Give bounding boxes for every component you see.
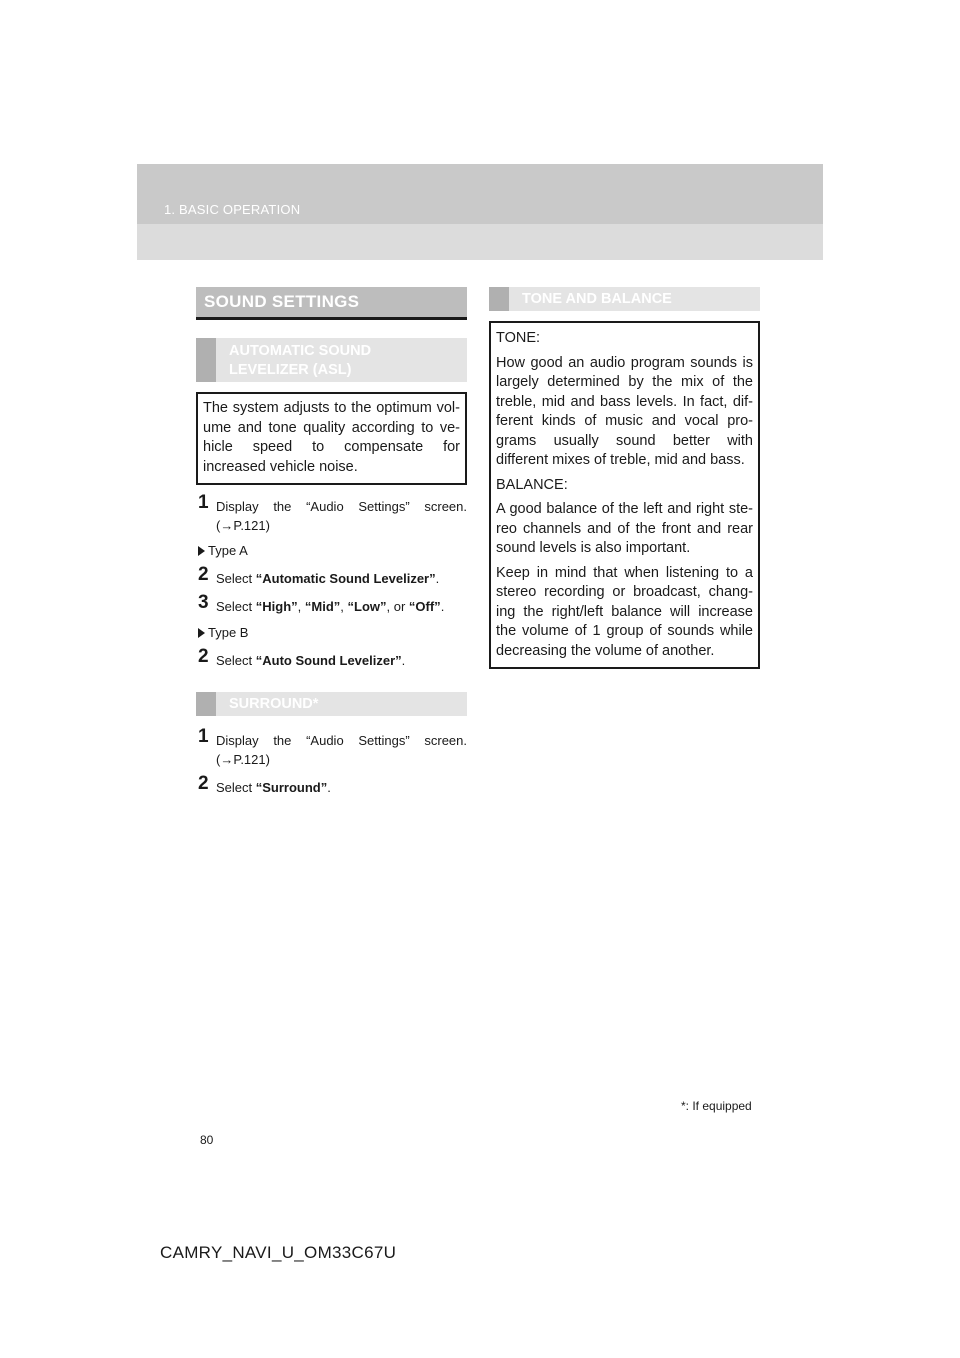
tone-balance-heading-bar [489, 287, 509, 311]
step-number: 1 [198, 726, 209, 747]
tone-text: How good an audio program sounds is largely determined by the mix of the treble, mid and bass levels. In fact, dif-ferent kinds of music and vocal pro-grams usually sound better with different mixes of treble, mid and bass. [496, 354, 753, 468]
step-number: 2 [198, 564, 209, 585]
section-label: 1. BASIC OPERATION [164, 202, 301, 217]
keep-in-mind-text: Keep in mind that when listening to a stereo recording or broadcast, chang-ing the right/left balance will increase the volume of 1 group of sounds while decreasing the volume of another. [496, 564, 753, 659]
step-text: Display the “Audio Settings” screen. (→P.121) [216, 733, 467, 767]
tone-balance-heading [489, 287, 760, 311]
step-number: 2 [198, 646, 209, 667]
auto-sound-levelizer-label: “Auto Sound Levelizer” [255, 653, 402, 668]
sound-settings-heading [196, 287, 467, 320]
step-number: 2 [198, 773, 209, 794]
surround-heading [196, 692, 467, 716]
surround-heading-text: SURROUND* [229, 696, 319, 712]
balance-text: A good balance of the left and right ste-reo channels and of the front and rear sound levels is also important. [496, 501, 753, 556]
sound-settings-title: SOUND SETTINGS [204, 292, 360, 311]
triangle-bullet-icon [198, 628, 205, 638]
automatic-sound-levelizer-label: “Automatic Sound Levelizer” [255, 571, 436, 586]
asl-note-text: The system adjusts to the optimum vol-ume and tone quality according to ve-hicle speed to compensate for increased vehicle noise. [203, 400, 460, 475]
page-number: 80 [200, 1133, 214, 1147]
asl-heading-bar [196, 338, 216, 382]
surround-step-2: 2 Select “Surround”. [198, 773, 331, 795]
asl-type-a-step-3: 3 Select “High”, “Mid”, “Low”, or “Off”. [198, 592, 445, 614]
asl-note-box [196, 392, 467, 485]
footnote: *: If equipped [681, 1099, 752, 1113]
surround-step-1 [196, 726, 467, 769]
step-number: 3 [198, 592, 209, 613]
asl-heading-line2: LEVELIZER (ASL) [229, 362, 352, 378]
step-number: 1 [198, 492, 209, 513]
balance-label: BALANCE: [496, 476, 568, 493]
triangle-bullet-icon [198, 546, 205, 556]
low-option-label: “Low” [347, 599, 387, 614]
asl-heading-line1: AUTOMATIC SOUND [229, 343, 372, 359]
header-band [137, 164, 823, 260]
asl-type-b-step-2: 2 Select “Auto Sound Levelizer”. [198, 646, 406, 668]
type-a-label: Type A [196, 542, 467, 560]
asl-type-a-step-2: 2 Select “Automatic Sound Levelizer”. [198, 564, 440, 586]
right-column [489, 287, 760, 669]
tone-label: TONE: [496, 330, 541, 346]
type-b-label: Type B [196, 624, 467, 642]
surround-option-label: “Surround” [255, 780, 328, 795]
off-option-label: “Off” [408, 599, 441, 614]
high-option-label: “High” [255, 599, 298, 614]
tone-balance-box [489, 321, 760, 669]
tone-balance-heading-text: TONE AND BALANCE [522, 291, 672, 307]
document-code: CAMRY_NAVI_U_OM33C67U [160, 1243, 397, 1262]
left-column [196, 287, 467, 797]
asl-step-1 [196, 492, 467, 535]
mid-option-label: “Mid” [304, 599, 341, 614]
asl-heading [196, 338, 467, 382]
surround-heading-bar [196, 692, 216, 716]
step-text: Display the “Audio Settings” screen. (→P.121) [216, 499, 467, 533]
